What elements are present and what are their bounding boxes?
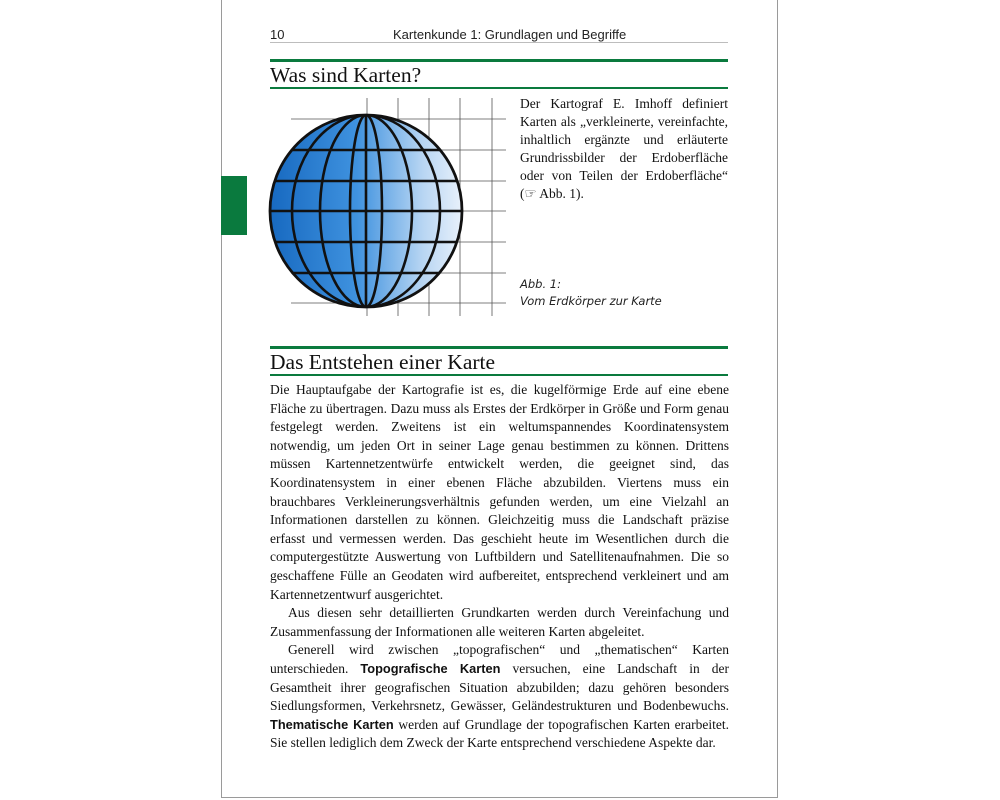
paragraph-3-part-b: versuchen, eine Landschaft in der Gesamtheit ihrer geografischen Situation abzubilden; dazu gehören besonders Siedlungsformen, Verkehrsnetz, Gewässer, Geländestrukturen und Bodenbewuchs. xyxy=(270,660,730,714)
figure-reference: Abb. 1). xyxy=(539,186,584,201)
header-rule xyxy=(270,42,728,43)
chapter-tab-marker xyxy=(221,176,247,235)
paragraph-3 xyxy=(270,641,729,753)
page-number: 10 xyxy=(270,27,285,42)
definition-quote: Der Kartograf E. Imhoff definiert Karten als „verkleinerte, vereinfachte, inhaltlich ergänzte und erläuterte Grundrissbilder der Erdoberfläche oder von Teilen der Erdoberfläche“ xyxy=(520,96,728,183)
term-thematische-karten: Thematische Karten xyxy=(270,716,394,732)
caption-text: Vom Erdkörper zur Karte xyxy=(520,294,662,308)
imhoff-definition-text xyxy=(520,95,728,203)
paragraph-1: Die Hauptaufgabe der Kartografie ist es, die kugelförmige Erde auf eine ebene Fläche zu übertragen. Dazu muss als Erstes der Erdkörper in Größe und Form genau festgelegt werden. Zweitens ist ein weltumspannendes Koordinatensystem notwendig, um jeden Ort in seiner Lage genau bestimmen zu können. Drittens müssen Kartennetzentwürfe entwickelt werden, die geeignet sind, das Koordinatensystem in einer ebenen Fläche abzubilden. Viertens muss ein brauchbares Verkleinerungsverhältnis gefunden werden, um eine Vielzahl an Informationen darstellen zu können. Gleichzeitig muss die Landschaft präzise erfasst und vermessen werden. Das geschieht heute im Wesentlichen durch die computergestützte Auswertung von Luftbildern und Satellitenaufnahmen. Die so geschaffene Fülle an Geodaten wird aufbereitet, entsprechend verkleinert und am Kartennetzentwurf ausgerichtet. xyxy=(270,382,729,602)
caption-label: Abb. 1: xyxy=(520,277,561,291)
paragraph-3-part-a: Generell wird zwischen „topografischen“ und „thematischen“ Karten unterschieden. xyxy=(270,642,729,676)
body-text xyxy=(270,381,729,753)
figure-ref-open: ( xyxy=(520,186,525,201)
figure-caption xyxy=(520,276,728,310)
pointing-hand-icon: ☞ xyxy=(524,186,537,201)
globe-to-map-illustration xyxy=(261,96,511,318)
section-title-entstehen-einer-karte: Das Entstehen einer Karte xyxy=(270,346,728,376)
paragraph-2: Aus diesen sehr detaillierten Grundkarten werden durch Vereinfachung und Zusammenfassung der Informationen alle weiteren Karten abgeleitet. xyxy=(270,605,729,639)
section-title-was-sind-karten: Was sind Karten? xyxy=(270,59,728,89)
paragraph-3-part-c: werden auf Grundlage der topografischen Karten erarbeitet. Sie stellen lediglich dem Zweck der Karte entsprechend verschiedene Aspekte dar. xyxy=(270,716,729,751)
globe-figure xyxy=(261,96,511,318)
term-topografische-karten: Topografische Karten xyxy=(360,660,501,676)
globe-graticule xyxy=(266,111,466,311)
running-title: Kartenkunde 1: Grundlagen und Begriffe xyxy=(393,27,627,42)
